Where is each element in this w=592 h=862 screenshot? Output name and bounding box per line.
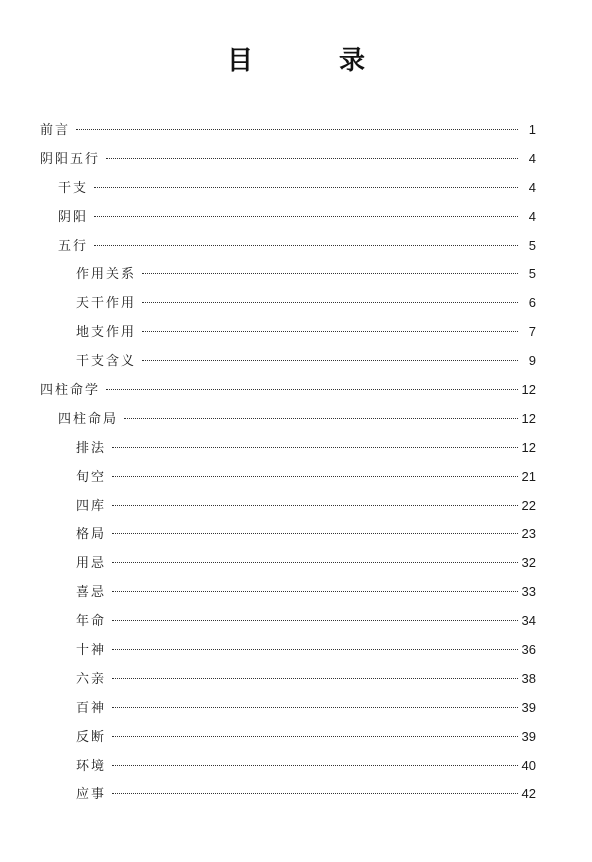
table-of-contents: [40, 116, 536, 809]
toc-entry-label: 十神: [76, 643, 107, 659]
toc-entry[interactable]: [40, 665, 536, 694]
toc-leader-dots: [94, 216, 518, 217]
page-title: 目 录: [226, 46, 395, 76]
toc-entry[interactable]: [40, 347, 536, 376]
toc-entry-page-number: 5: [528, 266, 536, 282]
toc-entry-page-number: 9: [528, 353, 536, 369]
toc-entry-page-number: 22: [521, 497, 536, 513]
toc-leader-dots: [142, 273, 518, 274]
toc-leader-dots: [112, 447, 518, 448]
toc-entry-page-number: 36: [521, 642, 536, 658]
toc-entry[interactable]: [40, 260, 536, 289]
toc-entry-page-number: 12: [521, 439, 536, 455]
toc-leader-dots: [112, 476, 518, 477]
toc-entry[interactable]: [40, 636, 536, 665]
toc-entry[interactable]: [40, 376, 536, 405]
toc-entry-label: 前言: [40, 123, 71, 138]
toc-leader-dots: [112, 649, 518, 650]
toc-entry-label: 应事: [76, 787, 107, 803]
toc-entry[interactable]: [40, 780, 536, 809]
toc-entry[interactable]: [40, 694, 536, 723]
toc-leader-dots: [142, 302, 518, 303]
toc-entry[interactable]: [40, 116, 536, 145]
toc-entry-label: 反断: [76, 729, 107, 745]
toc-entry-page-number: 38: [521, 670, 536, 686]
toc-entry[interactable]: [40, 549, 536, 578]
toc-leader-dots: [112, 591, 518, 592]
toc-leader-dots: [112, 505, 518, 506]
toc-leader-dots: [112, 765, 518, 766]
toc-entry-label: 用忌: [76, 556, 107, 572]
toc-leader-dots: [76, 129, 518, 130]
toc-leader-dots: [142, 360, 518, 361]
toc-entry-page-number: 7: [528, 324, 536, 340]
toc-entry-label: 年命: [76, 614, 107, 630]
toc-leader-dots: [112, 678, 518, 679]
toc-entry[interactable]: [40, 145, 536, 174]
toc-entry-page-number: 40: [521, 757, 536, 773]
toc-entry[interactable]: [40, 578, 536, 607]
toc-entry-page-number: 12: [521, 382, 536, 398]
toc-entry[interactable]: [40, 203, 536, 232]
toc-entry-page-number: 21: [521, 468, 536, 484]
toc-entry-label: 作用关系: [76, 267, 137, 283]
toc-entry[interactable]: [40, 607, 536, 636]
toc-entry-page-number: 39: [521, 728, 536, 744]
toc-entry-label: 四柱命局: [58, 411, 119, 427]
toc-entry-label: 格局: [76, 527, 107, 543]
toc-entry[interactable]: [40, 289, 536, 318]
toc-entry-page-number: 39: [521, 699, 536, 715]
toc-leader-dots: [112, 707, 518, 708]
toc-entry-page-number: 23: [521, 526, 536, 542]
toc-entry-page-number: 5: [528, 237, 536, 253]
toc-entry-page-number: 42: [521, 786, 536, 802]
toc-entry-page-number: 4: [528, 179, 536, 195]
toc-leader-dots: [124, 418, 518, 419]
toc-leader-dots: [94, 187, 518, 188]
toc-leader-dots: [94, 245, 518, 246]
toc-entry-label: 干支含义: [76, 354, 137, 370]
toc-entry-page-number: 12: [521, 410, 536, 426]
toc-entry-page-number: 34: [521, 613, 536, 629]
toc-entry[interactable]: [40, 405, 536, 434]
toc-leader-dots: [142, 331, 518, 332]
toc-entry-label: 排法: [76, 440, 107, 456]
toc-entry-page-number: 33: [521, 584, 536, 600]
toc-entry-label: 四柱命学: [40, 383, 101, 399]
toc-entry-label: 旬空: [76, 469, 107, 485]
toc-entry-label: 地支作用: [76, 325, 137, 341]
toc-leader-dots: [112, 562, 518, 563]
toc-entry[interactable]: [40, 752, 536, 781]
toc-entry-label: 六亲: [76, 671, 107, 687]
toc-entry-page-number: 4: [528, 150, 536, 166]
toc-entry-label: 天干作用: [76, 296, 137, 312]
toc-entry-page-number: 1: [528, 122, 536, 137]
toc-leader-dots: [112, 620, 518, 621]
toc-entry-label: 四库: [76, 498, 107, 514]
toc-entry[interactable]: [40, 723, 536, 752]
toc-entry-label: 干支: [58, 180, 89, 196]
toc-leader-dots: [112, 736, 518, 737]
toc-entry-label: 五行: [58, 238, 89, 254]
toc-entry[interactable]: [40, 174, 536, 203]
toc-entry-label: 环境: [76, 758, 107, 774]
toc-entry[interactable]: [40, 463, 536, 492]
toc-leader-dots: [106, 158, 518, 159]
toc-leader-dots: [112, 533, 518, 534]
toc-entry-page-number: 6: [528, 295, 536, 311]
toc-leader-dots: [112, 793, 518, 794]
toc-leader-dots: [106, 389, 518, 390]
toc-entry[interactable]: [40, 434, 536, 463]
toc-entry-page-number: 32: [521, 555, 536, 571]
toc-entry[interactable]: [40, 520, 536, 549]
toc-entry-label: 阴阳: [58, 209, 89, 225]
toc-entry-label: 阴阳五行: [40, 151, 101, 167]
toc-entry[interactable]: [40, 232, 536, 261]
toc-entry-page-number: 4: [528, 208, 536, 224]
toc-entry[interactable]: [40, 318, 536, 347]
toc-entry-label: 喜忌: [76, 585, 107, 601]
toc-entry-label: 百神: [76, 700, 107, 716]
toc-entry[interactable]: [40, 492, 536, 521]
